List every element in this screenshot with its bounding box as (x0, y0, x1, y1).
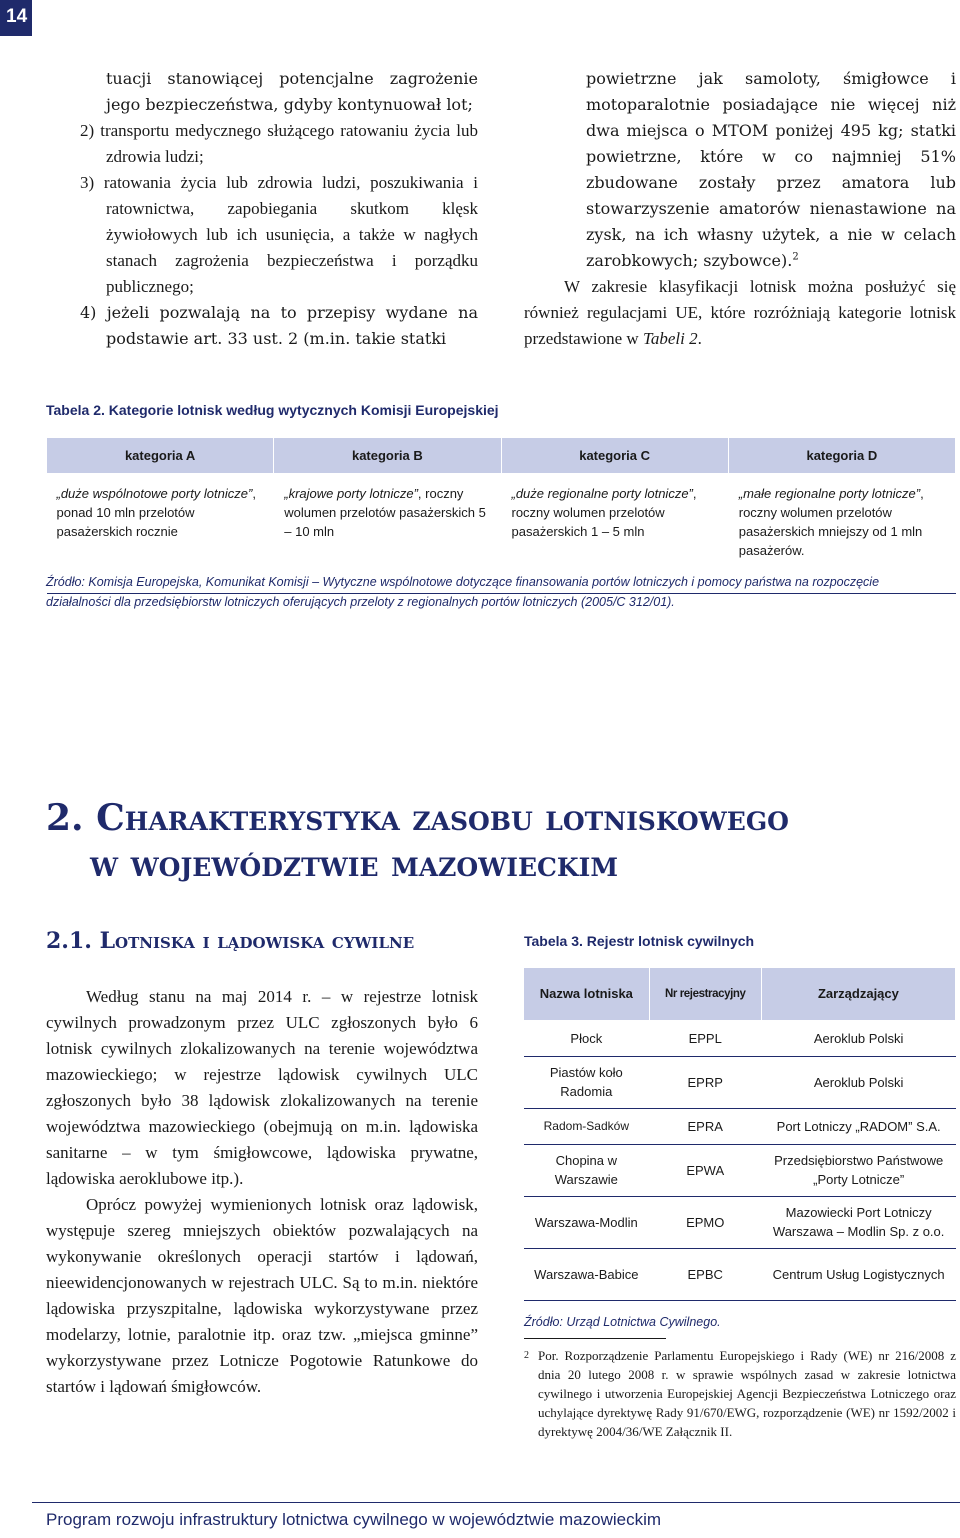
paragraph-text: W zakresie klasyfikacji lotnisk można posłużyć się również regulacjami UE, które rozróżniają kategorie lotnisk przedstawione w (524, 277, 956, 348)
caption-label: Tabela 2. (46, 402, 105, 418)
paragraph (524, 66, 956, 274)
left-top-column (80, 66, 478, 352)
table-cell: Warszawa-Modlin (524, 1196, 649, 1248)
header-cell: Nr rejestracyjny (649, 968, 761, 1020)
category-name: „duże regionalne porty lotnicze” (511, 486, 693, 501)
table-2 (46, 437, 956, 594)
footnote-separator (524, 1338, 666, 1339)
category-description: , ponad 10 mln przelotów pasażerskich rocznie (56, 486, 256, 539)
paragraph-text: powietrzne jak samoloty, śmigłowce i motoparalotnie posiadające nie więcej niż dwa miejsca o MTOM poniżej 495 kg; statki powietrzne, które w co najmniej 51% zbudowane zostały przez amatora lub stowarzyszenie amatorów nienastawione na zysk, na ich własny użytek, a nie w celach zarobkowych; szybowce). (586, 69, 956, 270)
footnote-marker: 2 (524, 1350, 529, 1361)
table-3 (524, 968, 956, 1301)
table-row (524, 1144, 956, 1196)
body-column (46, 984, 478, 1400)
table-3-caption (524, 933, 754, 949)
caption-label: Tabela 3. (524, 933, 583, 949)
chapter-heading (46, 795, 789, 887)
table-row (524, 1020, 956, 1056)
category-description: , roczny wolumen przelotów pasażerskich mniejszy od 1 mln pasażerów. (738, 486, 924, 558)
header-cell: kategoria C (501, 438, 728, 474)
chapter-heading-line: 2. Charakterystyka zasobu lotniskowego (46, 797, 789, 839)
list-item-4: 4) jeżeli pozwalają na to przepisy wydane na podstawie art. 33 ust. 2 (m.in. takie statki (80, 303, 478, 348)
header-cell: kategoria D (728, 438, 955, 474)
paragraph: Według stanu na maj 2014 r. – w rejestrze lotnisk cywilnych prowadzonym przez ULC zgłoszonych było 6 lotnisk cywilnych zlokalizowanych na terenie województwa mazowieckiego; w rejestrze lądowisk cywilnych ULC zgłoszonych było 38 lądowisk zlokalizowanych na terenie województwa mazowieckiego (obejmują on m.in. lądowiska sanitarne – w tym śmigłowcowe, lądowiska prywatne, lądowiska aeroklubowe itp.). (46, 987, 478, 1188)
table-header-row (47, 438, 956, 474)
table-cell: EPPL (649, 1020, 761, 1056)
list-item-3: 3) ratowania życia lub zdrowia ludzi, poszukiwania i ratownictwa, zapobiegania skutkom klęsk żywiołowych lub ich usunięcia, a także w nagłych stanach zagrożenia bezpieczeństwa i porządku publicznego; (80, 173, 478, 296)
table-cell: EPWA (649, 1144, 761, 1196)
footnote-text: Por. Rozporządzenie Parlamentu Europejskiego i Rady (WE) nr 216/2008 z dnia 20 lutego 2008 r. w sprawie wspólnych zasad w zakresie lotnictwa cywilnego i utworzenia Europejskiej Agencji Bezpieczeństwa Lotniczego oraz uchylające dyrektywę Rady 91/670/EWG, rozporządzenie (WE) nr 1592/2002 i dyrektywę 2004/36/WE Załącznik II. (538, 1348, 956, 1439)
table-3-source: Źródło: Urząd Lotnictwa Cywilnego. (524, 1315, 721, 1329)
category-name: „duże wspólnotowe porty lotnicze” (56, 486, 253, 501)
table-row (524, 1056, 956, 1108)
header-cell: kategoria B (274, 438, 501, 474)
paragraph (524, 274, 956, 352)
page-number-box (0, 0, 32, 36)
table-cell: EPMO (649, 1196, 761, 1248)
table-cell: Aeroklub Polski (761, 1056, 955, 1108)
running-footer: Program rozwoju infrastruktury lotnictwa cywilnego w województwie mazowieckim (46, 1510, 662, 1529)
header-cell: Zarządzający (761, 968, 955, 1020)
caption-text: Kategorie lotnisk według wytycznych Komisji Europejskiej (108, 402, 499, 418)
table-cell: Mazowiecki Port Lotniczy Warszawa – Modlin Sp. z o.o. (761, 1196, 955, 1248)
table-cell: Warszawa-Babice (524, 1248, 649, 1300)
category-description: , roczny wolumen przelotów pasażerskich 1 – 5 mln (511, 486, 697, 539)
footnote-ref: 2 (792, 251, 799, 263)
footnote (524, 1346, 956, 1441)
category-name: „krajowe porty lotnicze” (284, 486, 418, 501)
footer-rule (32, 1502, 960, 1503)
table-header-row (524, 968, 956, 1020)
table-cell: EPRP (649, 1056, 761, 1108)
table-row (524, 1248, 956, 1300)
paragraph: Oprócz powyżej wymienionych lotnisk oraz lądowisk, występuje szereg mniejszych obiektów pozwalających na wykonywanie określonych operacji startów i lądowań, nieewidencjonowanych w rejestrach ULC. Są to m.in. niektóre lądowiska przyszpitalne, lądowiska wykorzystywane przez modelarzy, lotnie, paralotnie itp. oraz tzw. „miejsca gminne” wykorzystywane przez Lotnicze Pogotowie Ratunkowe do startów i lądowań śmigłowców. (46, 1195, 478, 1396)
paragraph-text: . (697, 329, 702, 348)
category-description: , roczny wolumen przelotów pasażerskich 5 – 10 mln (284, 486, 486, 539)
table-cell: Aeroklub Polski (761, 1020, 955, 1056)
caption-text: Rejestr lotnisk cywilnych (586, 933, 755, 949)
header-cell: kategoria A (47, 438, 274, 474)
header-cell: Nazwa lotniska (524, 968, 649, 1020)
chapter-heading-line: w województwie mazowieckim (90, 843, 619, 885)
list-continuation: tuacji stanowiącej potencjalne zagrożenie jego bezpieczeństwa, gdyby kontynuował lot; (106, 69, 478, 114)
table-cell: EPRA (649, 1108, 761, 1144)
table-reference: Tabeli 2 (642, 329, 698, 348)
table-row (524, 1108, 956, 1144)
table-2-caption (46, 402, 499, 418)
table-cell: Centrum Usług Logistycznych (761, 1248, 955, 1300)
right-top-column (524, 66, 956, 352)
table-cell: EPBC (649, 1248, 761, 1300)
list-item-2: 2) transportu medycznego służącego ratowaniu życia lub zdrowia ludzi; (80, 121, 478, 166)
table-cell: Przedsiębiorstwo Państwowe „Porty Lotnicze” (761, 1144, 955, 1196)
section-heading: 2.1. Lotniska i lądowiska cywilne (46, 928, 415, 954)
table-cell: Płock (524, 1020, 649, 1056)
table-2-source: Źródło: Komisja Europejska, Komunikat Komisji – Wytyczne wspólnotowe dotyczące finansowania portów lotniczych i pomocy państwa na rozpoczęcie działalności dla przedsiębiorstw lotniczych oferujących przeloty z regionalnych portów lotniczych (2005/C 312/01). (46, 575, 880, 609)
table-cell: Radom-Sadków (524, 1108, 649, 1144)
table-cell: Chopina w Warszawie (524, 1144, 649, 1196)
table-cell: Port Lotniczy „RADOM” S.A. (761, 1108, 955, 1144)
category-name: „małe regionalne porty lotnicze” (738, 486, 921, 501)
table-cell: Piastów koło Radomia (524, 1056, 649, 1108)
page-number: 14 (6, 6, 28, 27)
table-row (524, 1196, 956, 1248)
